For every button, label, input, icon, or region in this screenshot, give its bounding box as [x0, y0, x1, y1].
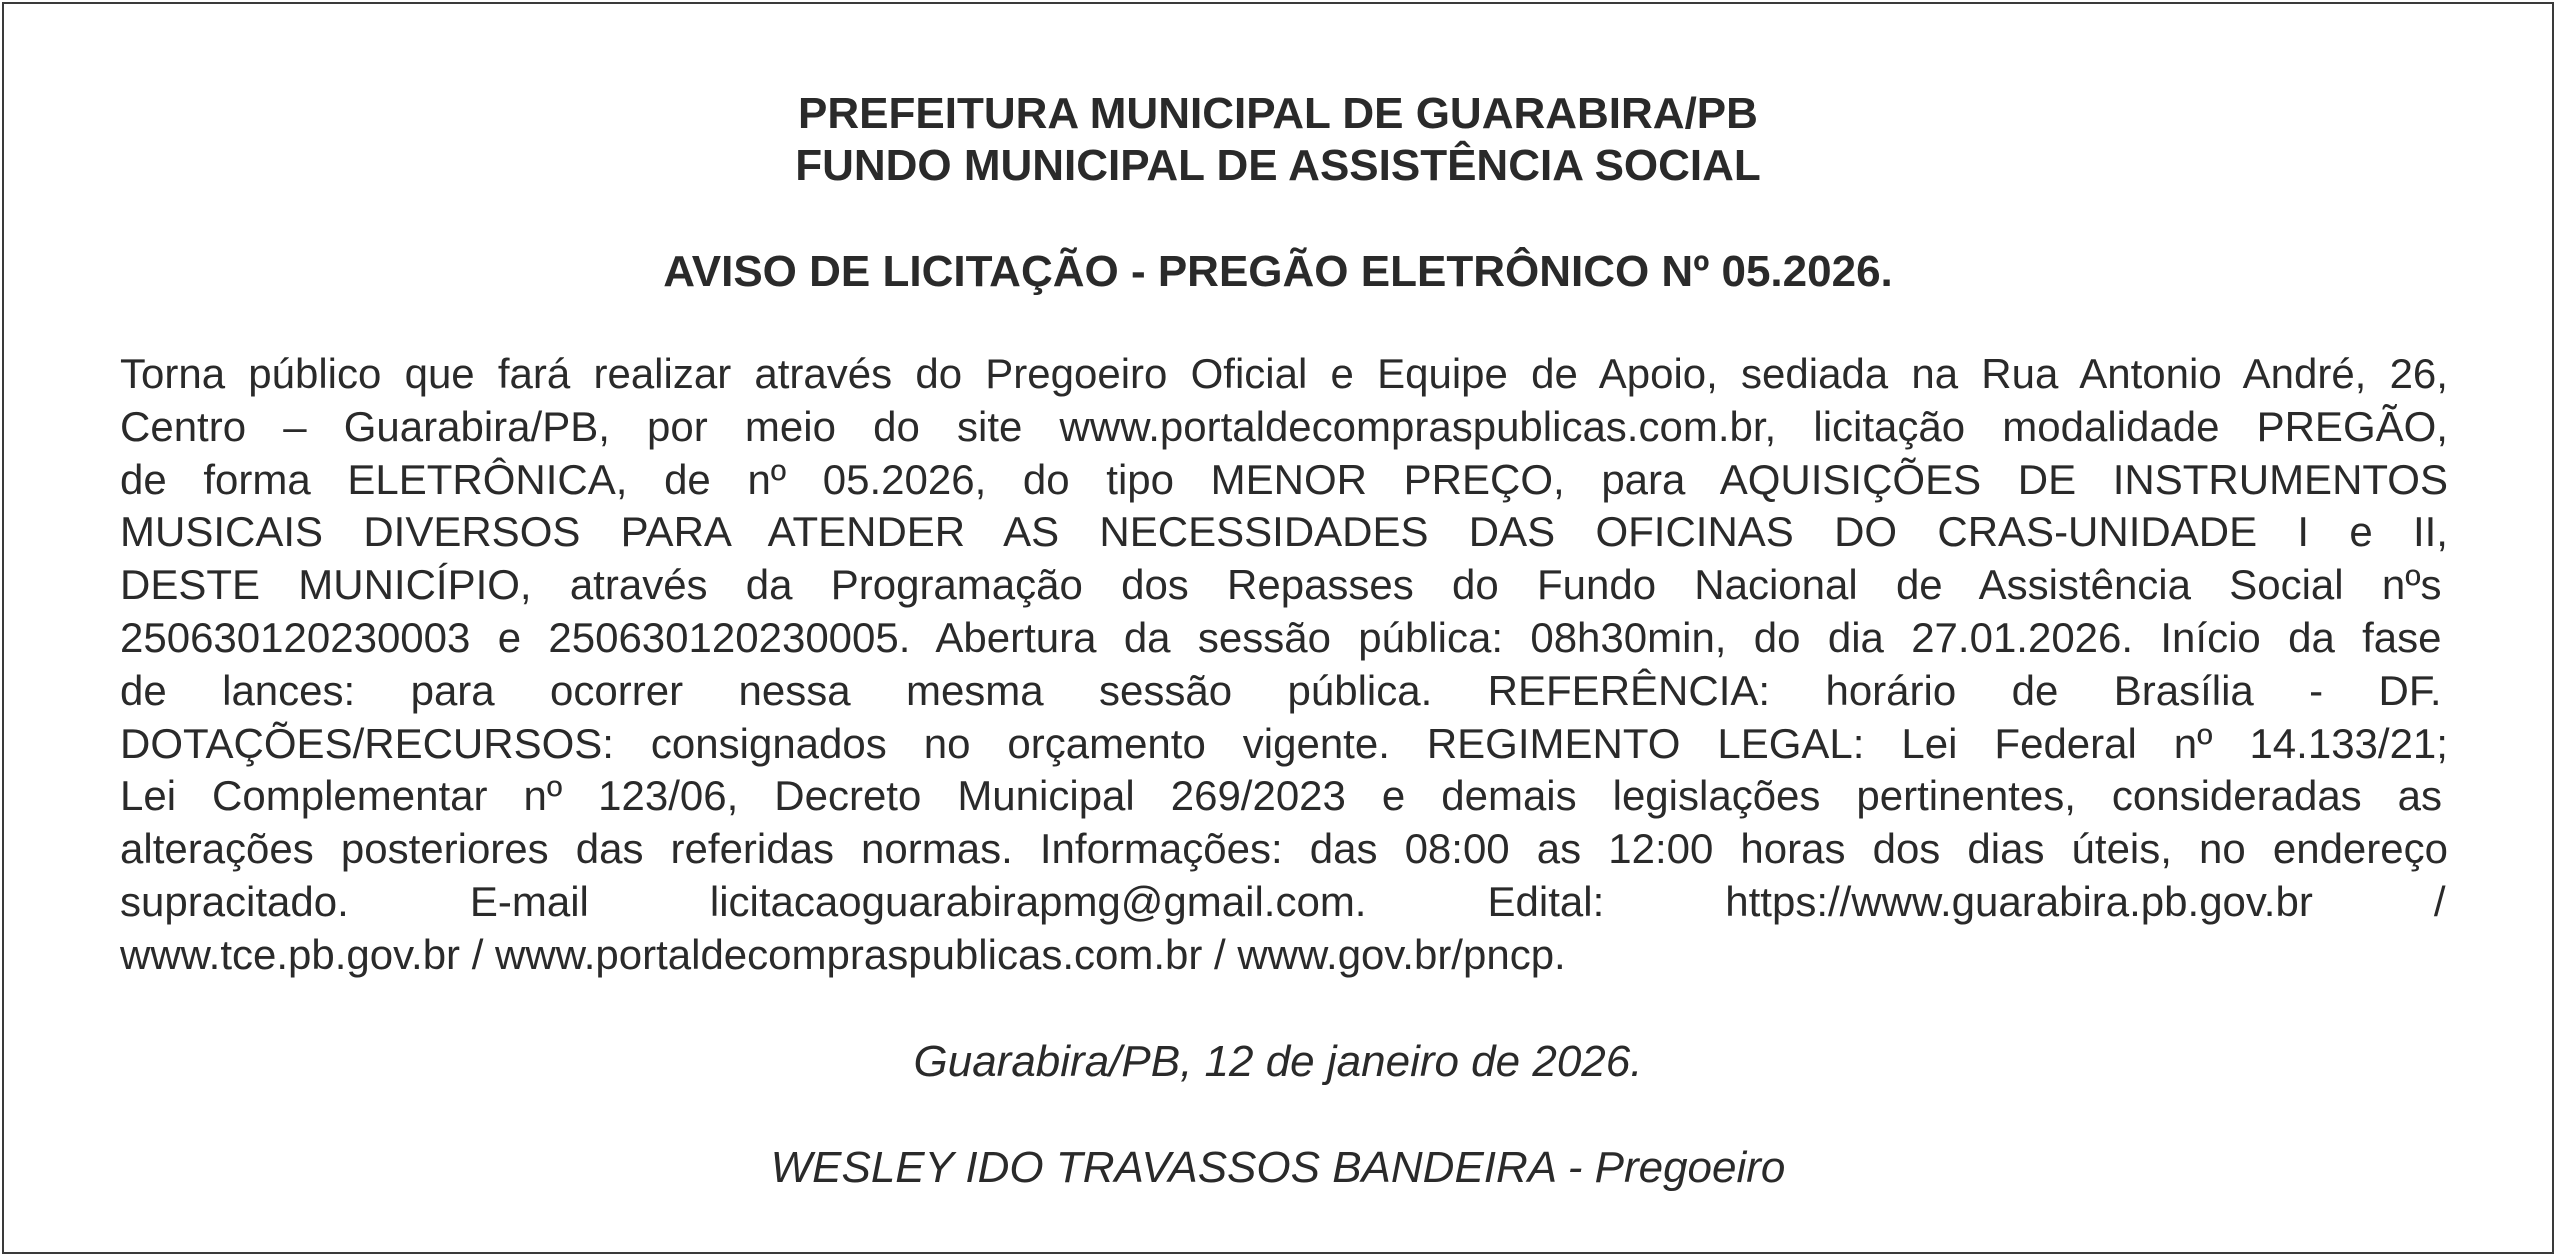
- body-line: Torna público que fará realizar através do Pregoeiro Oficial e Equipe de Apoio, sediada na Rua Antonio André, 26,: [120, 350, 2448, 397]
- notice-frame: [2, 2, 2554, 1254]
- body-line: alterações posteriores das referidas normas. Informações: das 08:00 as 12:00 horas dos dias úteis, no endereço: [120, 825, 2448, 873]
- body-line: DESTE MUNICÍPIO, através da Programação dos Repasses do Fundo Nacional de Assistência Social nºs: [120, 561, 2442, 609]
- fund-name: FUNDO MUNICIPAL DE ASSISTÊNCIA SOCIAL: [795, 141, 1761, 190]
- body-line: de forma ELETRÔNICA, de nº 05.2026, do tipo MENOR PREÇO, para AQUISIÇÕES DE INSTRUMENTOS: [120, 455, 2448, 503]
- body-line: Lei Complementar nº 123/06, Decreto Municipal 269/2023 e demais legislações pertinentes, consideradas as: [120, 772, 2443, 820]
- body-line: supracitado. E-mail licitacaoguarabirapmg@gmail.com. Edital: https://www.guarabira.pb.gov.br /: [120, 877, 2446, 925]
- body-line: www.tce.pb.gov.br / www.portaldecompraspublicas.com.br / www.gov.br/pncp.: [120, 930, 1566, 978]
- notice-title: AVISO DE LICITAÇÃO - PREGÃO ELETRÔNICO Nº 05.2026.: [663, 247, 1893, 296]
- place-date: Guarabira/PB, 12 de janeiro de 2026.: [913, 1037, 1643, 1086]
- body-line: MUSICAIS DIVERSOS PARA ATENDER AS NECESSIDADES DAS OFICINAS DO CRAS-UNIDADE I e II,: [120, 508, 2448, 556]
- organization-header: [4, 88, 2552, 192]
- prefecture-name: PREFEITURA MUNICIPAL DE GUARABIRA/PB: [798, 89, 1758, 138]
- body-line: DOTAÇÕES/RECURSOS: consignados no orçamento vigente. REGIMENTO LEGAL: Lei Federal nº 14.133/21;: [120, 719, 2448, 767]
- signature: WESLEY IDO TRAVASSOS BANDEIRA - Pregoeiro: [770, 1143, 1786, 1192]
- body-line: Centro – Guarabira/PB, por meio do site www.portaldecompraspublicas.com.br, licitação modalidade PREGÃO,: [120, 402, 2448, 450]
- body-line: de lances: para ocorrer nessa mesma sessão pública. REFERÊNCIA: horário de Brasília - DF.: [120, 666, 2442, 714]
- notice-body: [120, 348, 2448, 982]
- body-line: 250630120230003 e 250630120230005. Abertura da sessão pública: 08h30min, do dia 27.01.2026. Início da fase: [120, 613, 2442, 661]
